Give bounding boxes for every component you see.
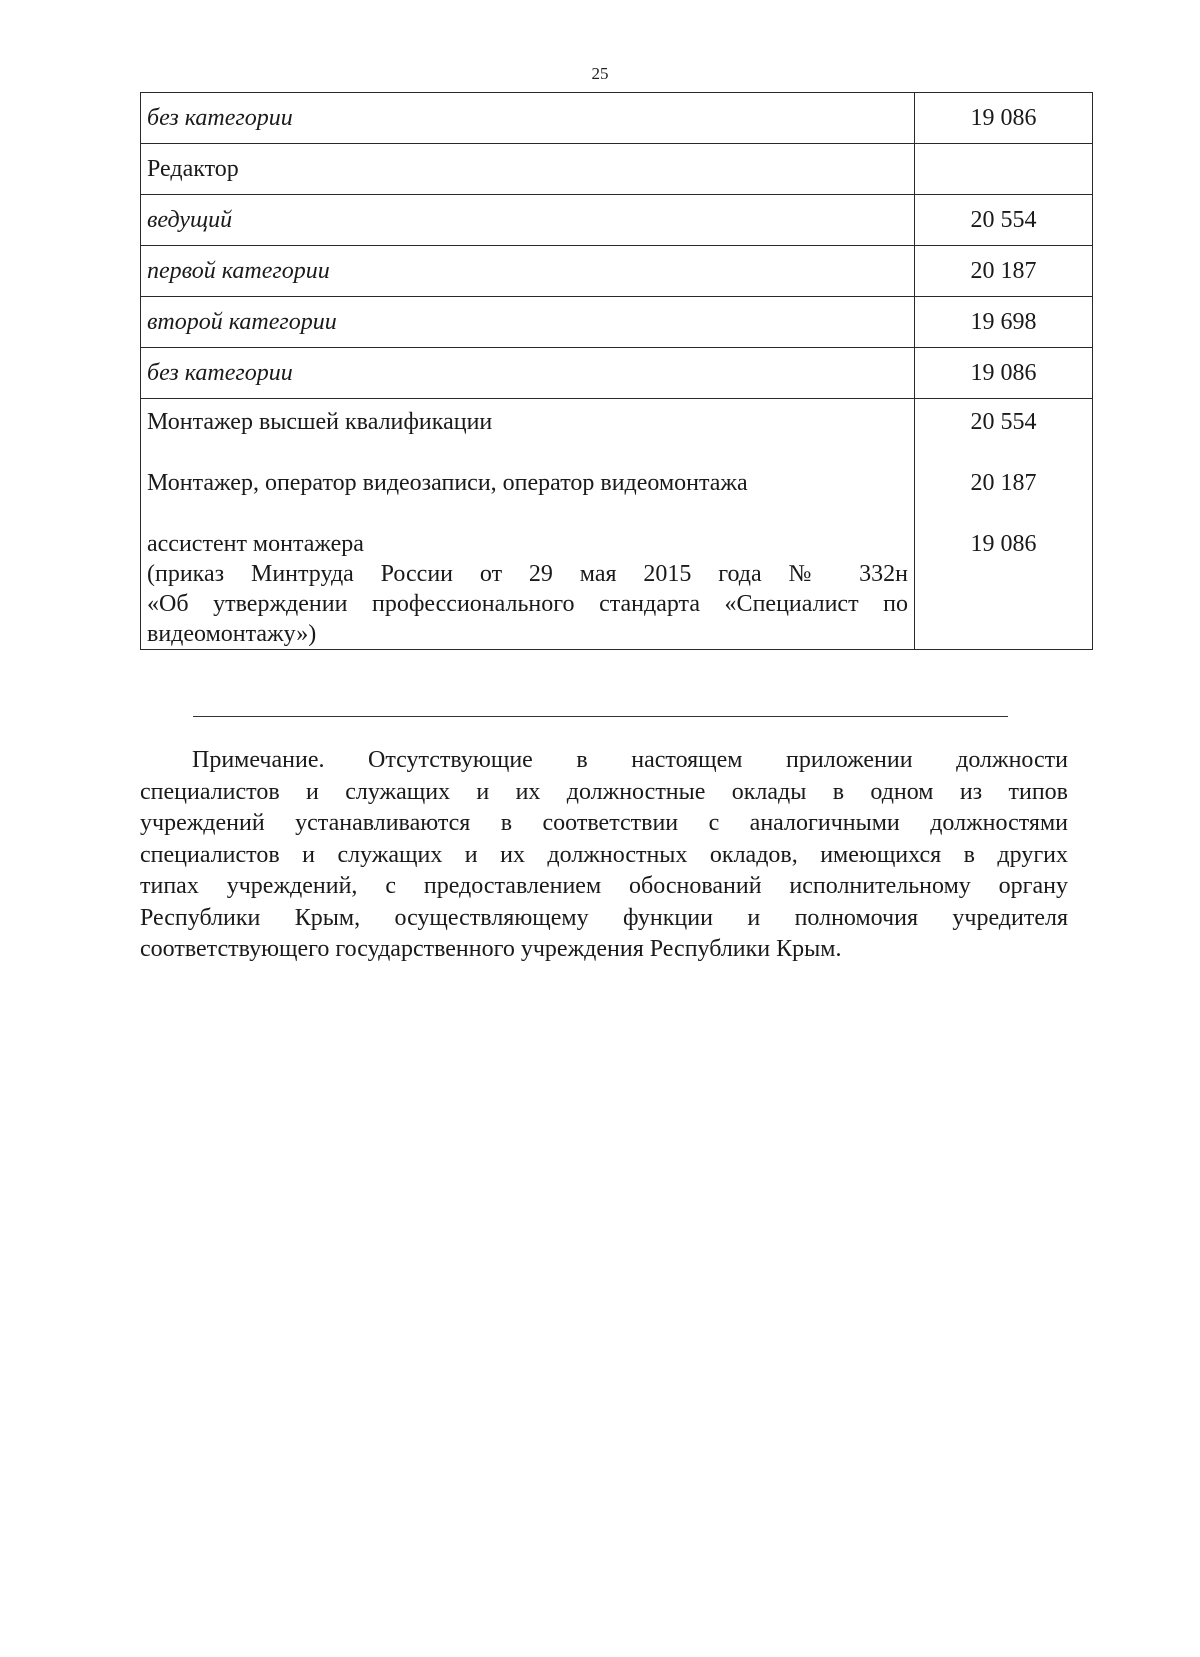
salary-value: 19 086 — [970, 360, 1037, 386]
position-name: первой категории — [147, 258, 330, 284]
salary-value: 19 086 — [970, 531, 1037, 557]
note-paragraph — [140, 745, 1068, 966]
salary-cell — [915, 246, 1093, 297]
note-line: Республики Крым, осуществляющему функции и полномочия учредителя — [140, 904, 1068, 931]
salary-cell — [915, 93, 1093, 144]
salary-value: 20 554 — [970, 207, 1037, 233]
note-line: специалистов и служащих и их должностные оклады в одном из типов — [140, 778, 1068, 805]
salary-cell — [915, 144, 1093, 195]
table-row — [141, 93, 1093, 144]
salary-table — [140, 92, 1093, 650]
position-name: без категории — [147, 360, 293, 386]
salary-value: 19 086 — [970, 105, 1037, 131]
position-cell — [141, 399, 915, 650]
salary-cell — [915, 399, 1093, 650]
position-name: ведущий — [147, 207, 233, 233]
table-row — [141, 195, 1093, 246]
salary-value: 20 187 — [970, 470, 1037, 496]
salary-value — [915, 144, 1092, 154]
position-name: без категории — [147, 105, 293, 131]
footnote-separator — [193, 716, 1008, 717]
note-line: специалистов и служащих и их должностных окладов, имеющихся в других — [140, 841, 1068, 868]
position-name: Монтажер, оператор видеозаписи, оператор видеомонтажа — [147, 470, 748, 496]
position-cell — [141, 297, 915, 348]
table-row-montage-group — [141, 399, 1093, 650]
position-cell — [141, 144, 915, 195]
position-name: ассистент монтажера — [147, 531, 364, 557]
salary-cell — [915, 348, 1093, 399]
note-line: Примечание. Отсутствующие в настоящем приложении должности — [192, 747, 1068, 773]
position-cell — [141, 246, 915, 297]
salary-value: 19 698 — [970, 309, 1037, 335]
salary-value: 20 554 — [970, 409, 1037, 435]
table-row — [141, 348, 1093, 399]
order-reference-line: (приказ Минтруда России от 29 мая 2015 года № 332н — [147, 561, 908, 587]
note-line: соответствующего государственного учреждения Республики Крым. — [140, 936, 842, 962]
position-name: второй категории — [147, 309, 337, 335]
order-reference-line: «Об утверждении профессионального стандарта «Специалист по — [147, 591, 908, 617]
position-cell — [141, 348, 915, 399]
table-row — [141, 246, 1093, 297]
salary-cell — [915, 297, 1093, 348]
order-reference-line: видеомонтажу») — [147, 621, 317, 647]
position-name: Монтажер высшей квалификации — [147, 409, 493, 435]
table-row — [141, 144, 1093, 195]
note-line: типах учреждений, с предоставлением обоснований исполнительному органу — [140, 873, 1068, 899]
position-group-title: Редактор — [147, 156, 239, 182]
position-cell — [141, 195, 915, 246]
table-row — [141, 297, 1093, 348]
note-line: учреждений устанавливаются в соответствии с аналогичными должностями — [140, 810, 1068, 836]
position-cell — [141, 93, 915, 144]
salary-value: 20 187 — [970, 258, 1037, 284]
salary-cell — [915, 195, 1093, 246]
page-number: 25 — [591, 64, 609, 83]
